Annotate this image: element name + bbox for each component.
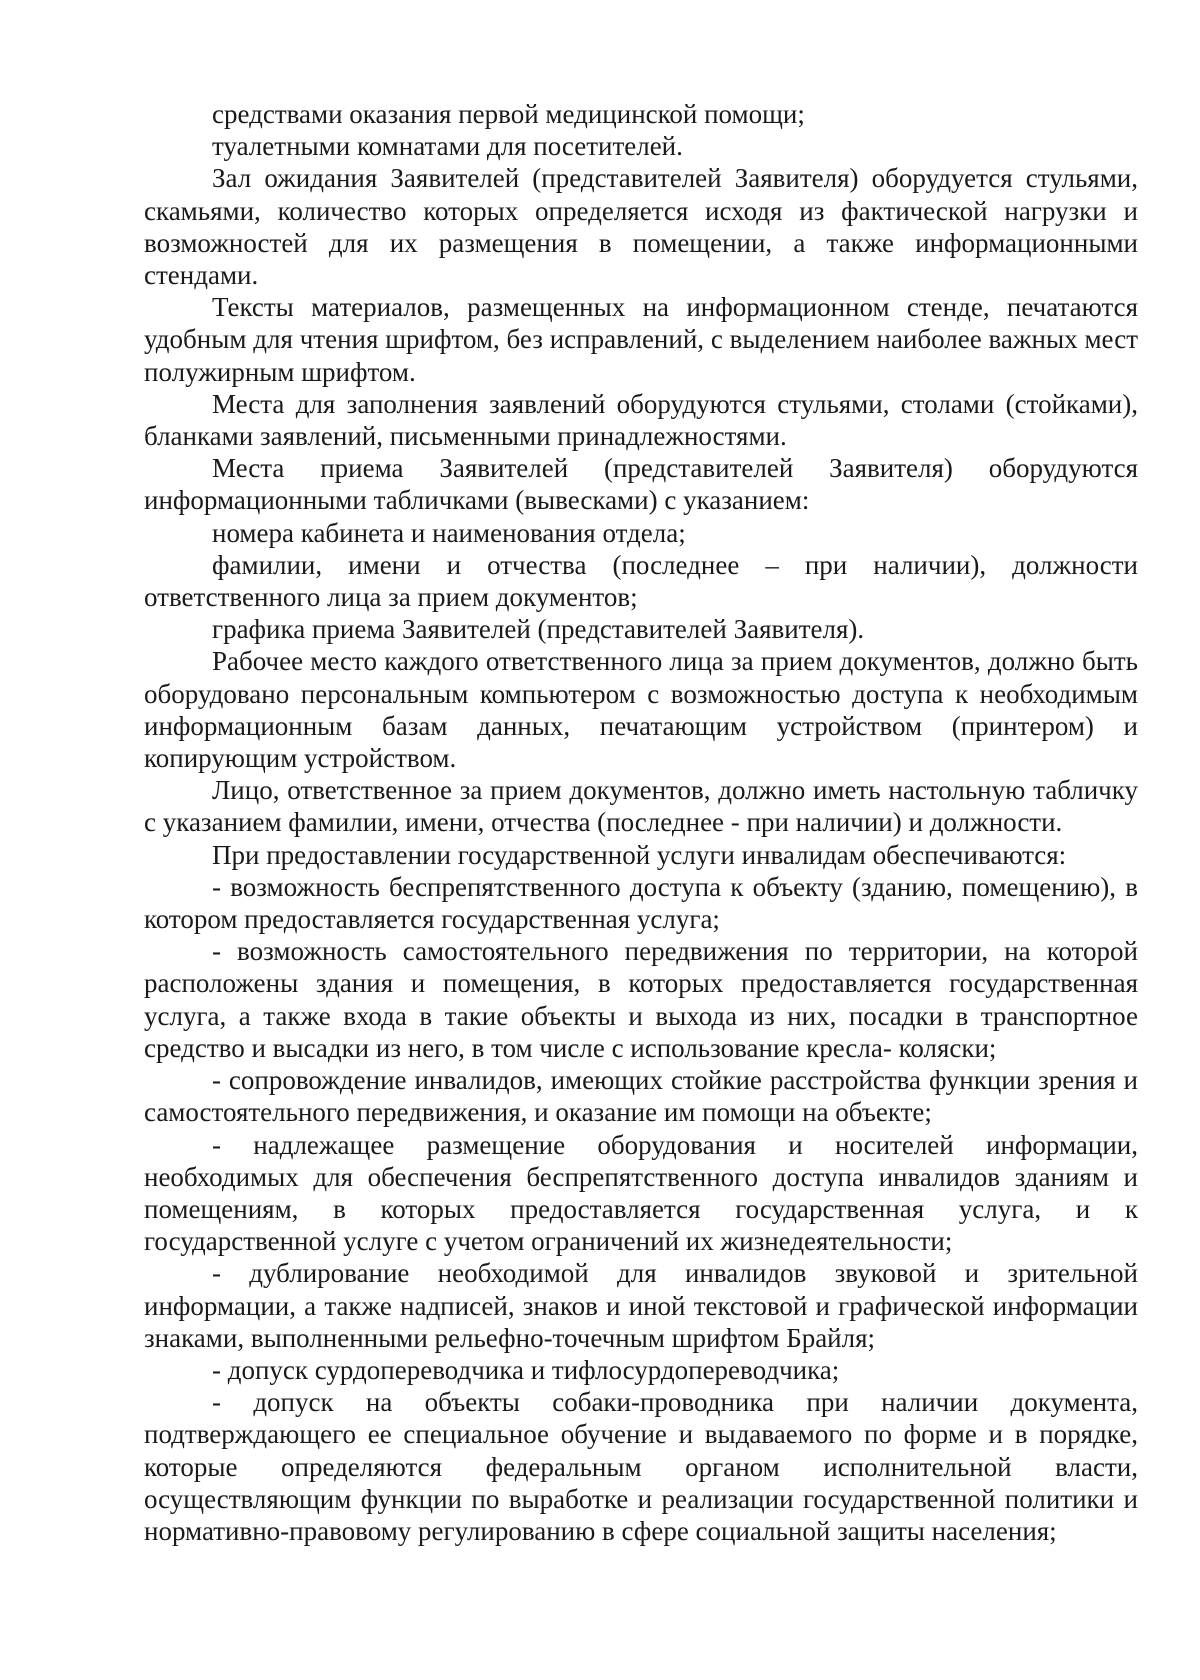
paragraph-braille-duplication: - дублирование необходимой для инвалидов звуковой и зрительной информации, а также надписей, знаков и иной текстовой и графической информации знаками, выполненными рельефно-точечным шрифтом Брайля; (144, 1258, 1138, 1353)
paragraph-unhindered-access: - возможность беспрепятственного доступа к объекту (зданию, помещению), в котором предоставляется государственная услуга; (144, 871, 1138, 935)
paragraph-reception-places: Места приема Заявителей (представителей Заявителя) оборудуются информационными табличками (вывесками) с указанием: (144, 453, 1138, 516)
paragraph-equipment-placement: - надлежащее размещение оборудования и носителей информации, необходимых для обеспечения беспрепятственного доступа инвалидов зданиям и помещениям, в которых предоставляется государственная услуга, и к государственной услуге с учетом ограничений их жизнедеятельности; (144, 1129, 1138, 1257)
paragraph-escort: - сопровождение инвалидов, имеющих стойкие расстройства функции зрения и самостоятельного передвижения, и оказание им помощи на объекте; (144, 1065, 1138, 1128)
paragraph-disabled-provisions: При предоставлении государственной услуги инвалидам обеспечиваются: (212, 839, 1067, 870)
paragraph-independent-movement: - возможность самостоятельного передвижения по территории, на которой расположены здания и помещения, в которых предоставляется государственная услуга, а также входа в такие объекты и выхода из них, посадки в транспортное средство и высадки из него, в том числе с использование кресла- коляски; (144, 936, 1138, 1063)
paragraph-stand-texts: Тексты материалов, размещенных на информационном стенде, печатаются удобным для чтения шрифтом, без исправлений, с выделением наиболее важных мест полужирным шрифтом. (144, 292, 1138, 387)
paragraph-restrooms: туалетными комнатами для посетителей. (212, 131, 683, 162)
paragraph-waiting-hall: Зал ожидания Заявителей (представителей Заявителя) оборудуется стульями, скамьями, количество которых определяется исходя из фактической нагрузки и возможностей для их размещения в помещении, а также информационными стендами. (144, 163, 1138, 291)
paragraph-application-places: Места для заполнения заявлений оборудуются стульями, столами (стойками), бланками заявлений, письменными принадлежностями. (144, 388, 1138, 452)
paragraph-workplace: Рабочее место каждого ответственного лица за прием документов, должно быть оборудовано персональным компьютером с возможностью доступа к необходимым информационным базам данных, печатающим устройством (принтером) и копирующим устройством. (144, 646, 1138, 774)
paragraph-office-number: номера кабинета и наименования отдела; (212, 517, 686, 548)
paragraph-responsible-name: фамилии, имени и отчества (последнее – при наличии), должности ответственного лица за прием документов; (144, 549, 1138, 613)
paragraph-desk-plate: Лицо, ответственное за прием документов, должно иметь настольную табличку с указанием фамилии, имени, отчества (последнее - при наличии) и должности. (144, 775, 1138, 838)
document-page (144, 98, 1138, 1547)
paragraph-sign-interpreter: - допуск сурдопереводчика и тифлосурдопереводчика; (212, 1354, 840, 1385)
paragraph-guide-dog: - допуск на объекты собаки-проводника при наличии документа, подтверждающего ее специальное обучение и выдаваемого по форме и в порядке, которые определяются федеральным органом исполнительной власти, осуществляющим функции по выработке и реализации государственной политики и нормативно-правовому регулированию в сфере социальной защиты населения; (144, 1387, 1138, 1546)
paragraph-first-aid: средствами оказания первой медицинской помощи; (212, 99, 805, 129)
paragraph-reception-schedule: графика приема Заявителей (представителей Заявителя). (212, 614, 865, 645)
